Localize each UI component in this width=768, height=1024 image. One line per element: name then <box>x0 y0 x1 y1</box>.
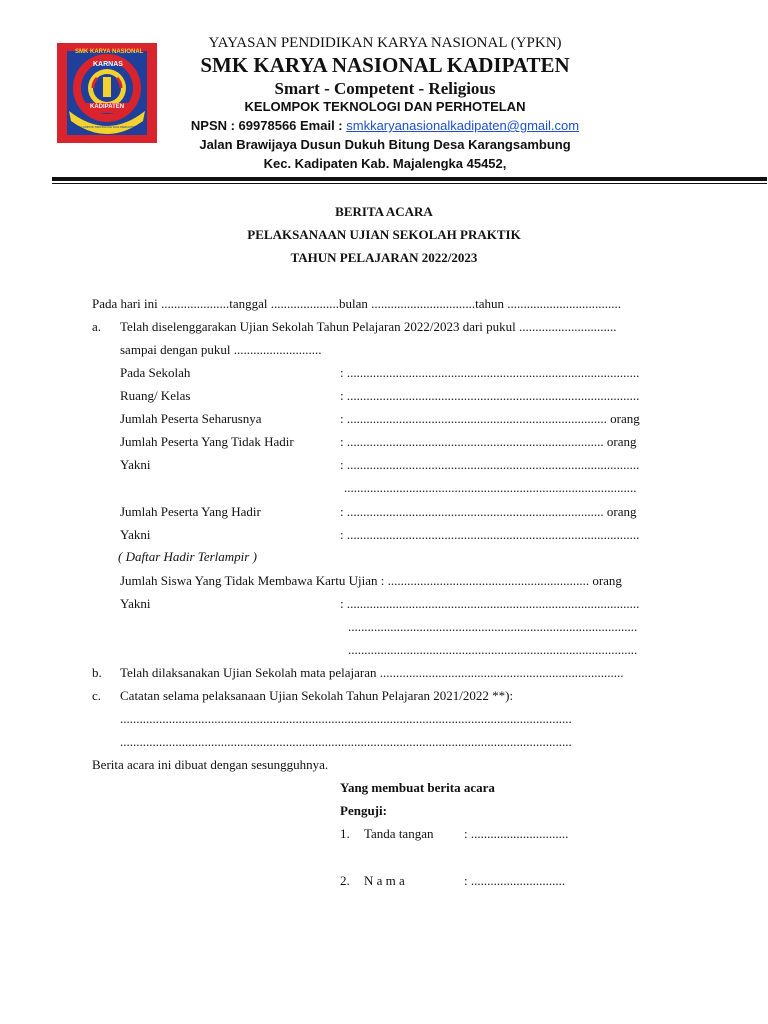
field-label-ruang: Ruang/ Kelas <box>120 388 191 403</box>
address-line-2: Kec. Kadipaten Kab. Majalengka 45452, <box>263 156 507 171</box>
field-yakni-3-continuation-1: ......................................................................................... <box>348 619 638 634</box>
field-label-yakni-2: Yakni <box>120 527 151 542</box>
field-label-sekolah: Pada Sekolah <box>120 365 191 380</box>
title-line-2: PELAKSANAAN UJIAN SEKOLAH PRAKTIK <box>247 227 521 242</box>
field-label-seharusnya: Jumlah Peserta Seharusnya <box>120 411 262 426</box>
signature-item-2-value: : ............................. <box>464 873 566 888</box>
field-yakni-3-continuation-2: ......................................................................................... <box>348 642 638 657</box>
school-group: KELOMPOK TEKNOLOGI DAN PERHOTELAN <box>244 99 526 114</box>
npsn-label: NPSN : 69978566 Email : <box>190 118 347 133</box>
signature-heading: Yang membuat berita acara <box>340 780 495 795</box>
school-name: SMK KARYA NASIONAL KADIPATEN <box>200 53 570 77</box>
logo-text-ribbon: KADIPATEN <box>90 104 125 110</box>
email-link[interactable]: smkkaryanasionalkadipaten@gmail.com <box>346 118 580 133</box>
field-value-ruang: : .......................................................................................... <box>340 388 640 403</box>
title-line-1: BERITA ACARA <box>335 204 433 219</box>
field-kartu-ujian: Jumlah Siswa Yang Tidak Membawa Kartu Ujian : .............................................................. orang <box>120 573 622 588</box>
signature-item-1-label: Tanda tangan <box>364 826 434 841</box>
item-c-text: Catatan selama pelaksanaan Ujian Sekolah Tahun Pelajaran 2021/2022 **): <box>120 688 514 703</box>
field-yakni-continuation: .......................................................................................... <box>344 480 637 495</box>
school-motto: Smart - Competent - Religious <box>274 79 496 98</box>
title-line-3: TAHUN PELAJARAN 2022/2023 <box>290 250 478 265</box>
field-value-yakni-2: : .......................................................................................... <box>340 527 640 542</box>
item-c-line-1: ........................................................................................................................................... <box>120 711 572 726</box>
field-value-yakni-3: : .......................................................................................... <box>340 596 640 611</box>
item-b-letter: b. <box>92 665 102 680</box>
item-a-text: Telah diselenggarakan Ujian Sekolah Tahun Pelajaran 2022/2023 dari pukul .............................. <box>120 319 617 334</box>
foundation-name: YAYASAN PENDIDIKAN KARYA NASIONAL (YPKN) <box>208 35 562 51</box>
field-value-yakni: : .......................................................................................... <box>340 457 640 472</box>
field-label-hadir: Jumlah Peserta Yang Hadir <box>120 504 261 519</box>
field-label-tidak-hadir: Jumlah Peserta Yang Tidak Hadir <box>120 434 294 449</box>
field-label-yakni: Yakni <box>120 457 151 472</box>
closing-statement: Berita acara ini dibuat dengan sesungguhnya. <box>92 757 329 772</box>
school-logo <box>57 43 157 143</box>
signature-item-2-number: 2. <box>340 873 350 888</box>
item-b-text: Telah dilaksanakan Ujian Sekolah mata pelajaran ........................................................................... <box>120 665 624 680</box>
daftar-hadir-note: ( Daftar Hadir Terlampir ) <box>118 549 257 564</box>
field-value-sekolah: : .......................................................................................... <box>340 365 640 380</box>
signature-item-1-value: : .............................. <box>464 826 569 841</box>
field-value-tidak-hadir: : ............................................................................... orang <box>340 434 637 449</box>
item-a-letter: a. <box>92 319 102 334</box>
header-divider-thin <box>52 183 767 184</box>
signature-item-2-label: N a m a <box>364 873 405 888</box>
logo-text-bottom: KELOMPOK TEKNOLOGI DAN PERHOTELAN <box>77 125 141 129</box>
signature-item-1-number: 1. <box>340 826 350 841</box>
npsn-email-line <box>170 118 600 133</box>
item-a-text-2: sampai dengan pukul ........................... <box>120 342 322 357</box>
address-line-1: Jalan Brawijaya Dusun Dukuh Bitung Desa Karangsambung <box>199 137 571 152</box>
penguji-label: Penguji: <box>340 803 387 818</box>
field-label-yakni-3: Yakni <box>120 596 151 611</box>
item-c-line-2: ........................................................................................................................................... <box>120 734 572 749</box>
header-divider-thick <box>52 177 767 181</box>
field-value-seharusnya: : ................................................................................ orang <box>340 411 640 426</box>
logo-text-mid: KARNAS <box>93 61 123 68</box>
item-c-letter: c. <box>92 688 102 703</box>
field-value-hadir: : ............................................................................... orang <box>340 504 637 519</box>
intro-line: Pada hari ini .....................tanggal .....................bulan ................................tahun ................................... <box>92 296 621 311</box>
logo-text-top: SMK KARYA NASIONAL <box>75 49 144 55</box>
